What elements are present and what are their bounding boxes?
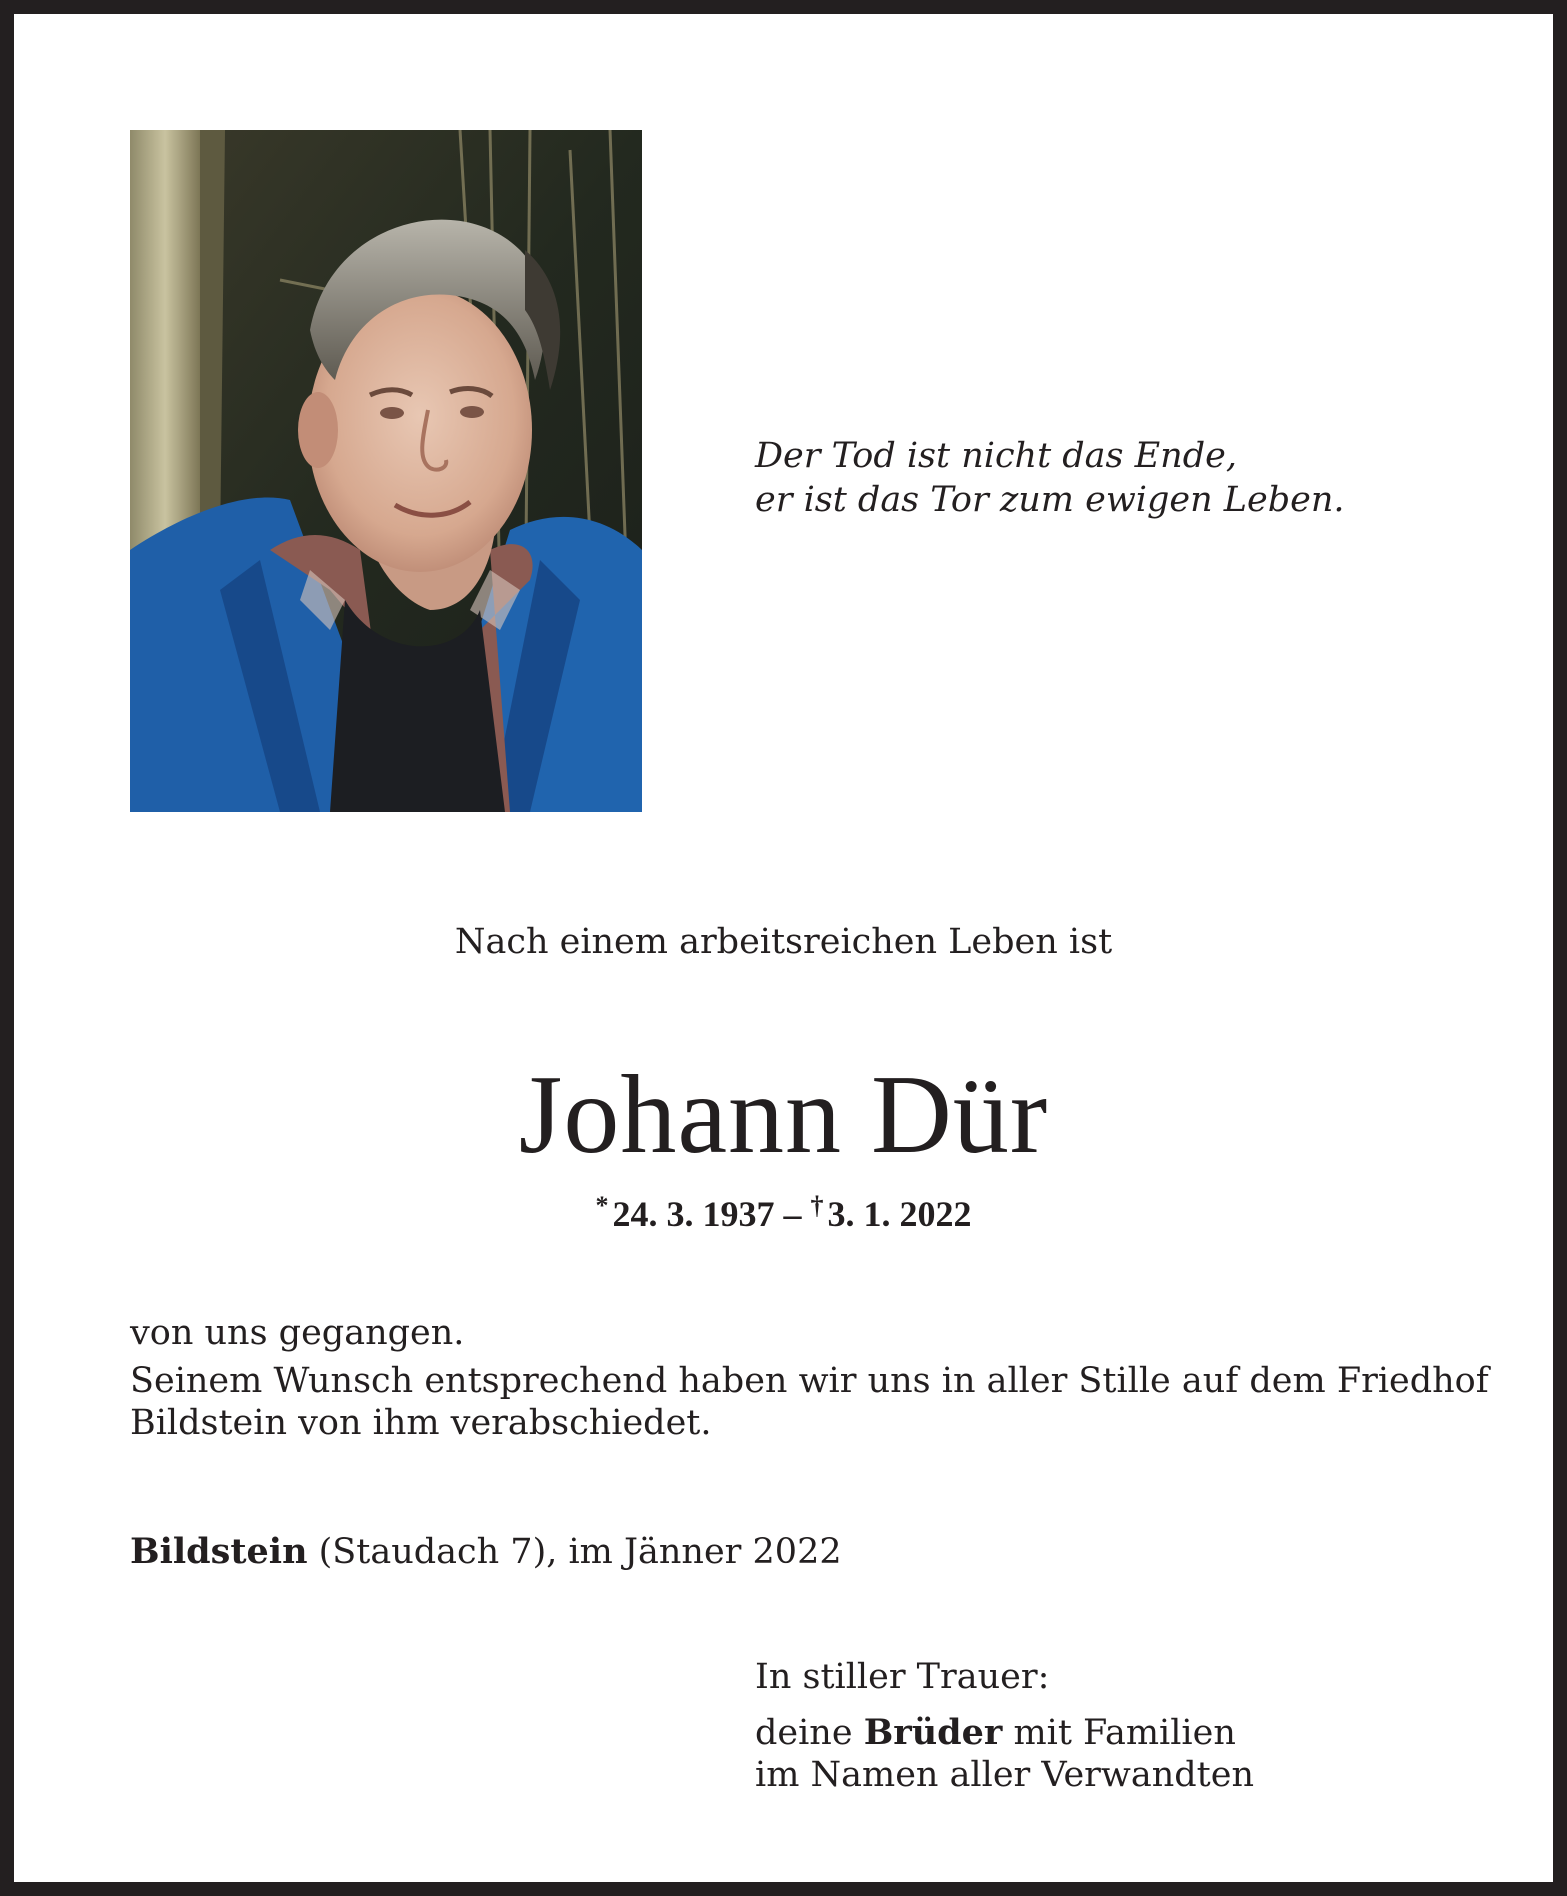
place-details: (Staudach 7), im Jänner 2022 [307, 1532, 842, 1572]
quote [755, 434, 1345, 522]
body-text [130, 1312, 1489, 1444]
intro-text: Nach einem arbeitsreichen Leben ist [454, 922, 1113, 962]
place-and-date [130, 1530, 842, 1574]
life-dates [0, 1184, 1567, 1236]
portrait-photo [130, 130, 642, 812]
deceased-name: Johann Dür [518, 1053, 1049, 1177]
place-town: Bildstein [130, 1531, 308, 1572]
quote-line-1: Der Tod ist nicht das Ende, [755, 436, 1237, 476]
birth-date: 24. 3. 1937 [612, 1194, 775, 1234]
body-line-1: von uns gegangen. [130, 1313, 465, 1353]
date-separator: – [774, 1194, 811, 1234]
signoff-line-1-pre: deine [755, 1713, 864, 1753]
signoff-line-1 [755, 1712, 1254, 1754]
death-symbol: † [810, 1191, 824, 1220]
signoff-line-2: im Namen aller Verwandten [755, 1755, 1254, 1795]
body-line-3: Bildstein von ihm verabschiedet. [130, 1403, 712, 1443]
signoff-heading: In stiller Trauer: [755, 1657, 1050, 1697]
signoff-brothers: Brüder [863, 1712, 1003, 1753]
body-line-2: Seinem Wunsch entsprechend haben wir uns in aller Stille auf dem Friedhof [130, 1361, 1489, 1401]
signoff [755, 1656, 1254, 1796]
death-date: 3. 1. 2022 [827, 1194, 972, 1234]
birth-symbol: * [595, 1191, 609, 1220]
signoff-line-1-post: mit Familien [1002, 1713, 1236, 1753]
quote-line-2: er ist das Tor zum ewigen Leben. [755, 480, 1345, 520]
